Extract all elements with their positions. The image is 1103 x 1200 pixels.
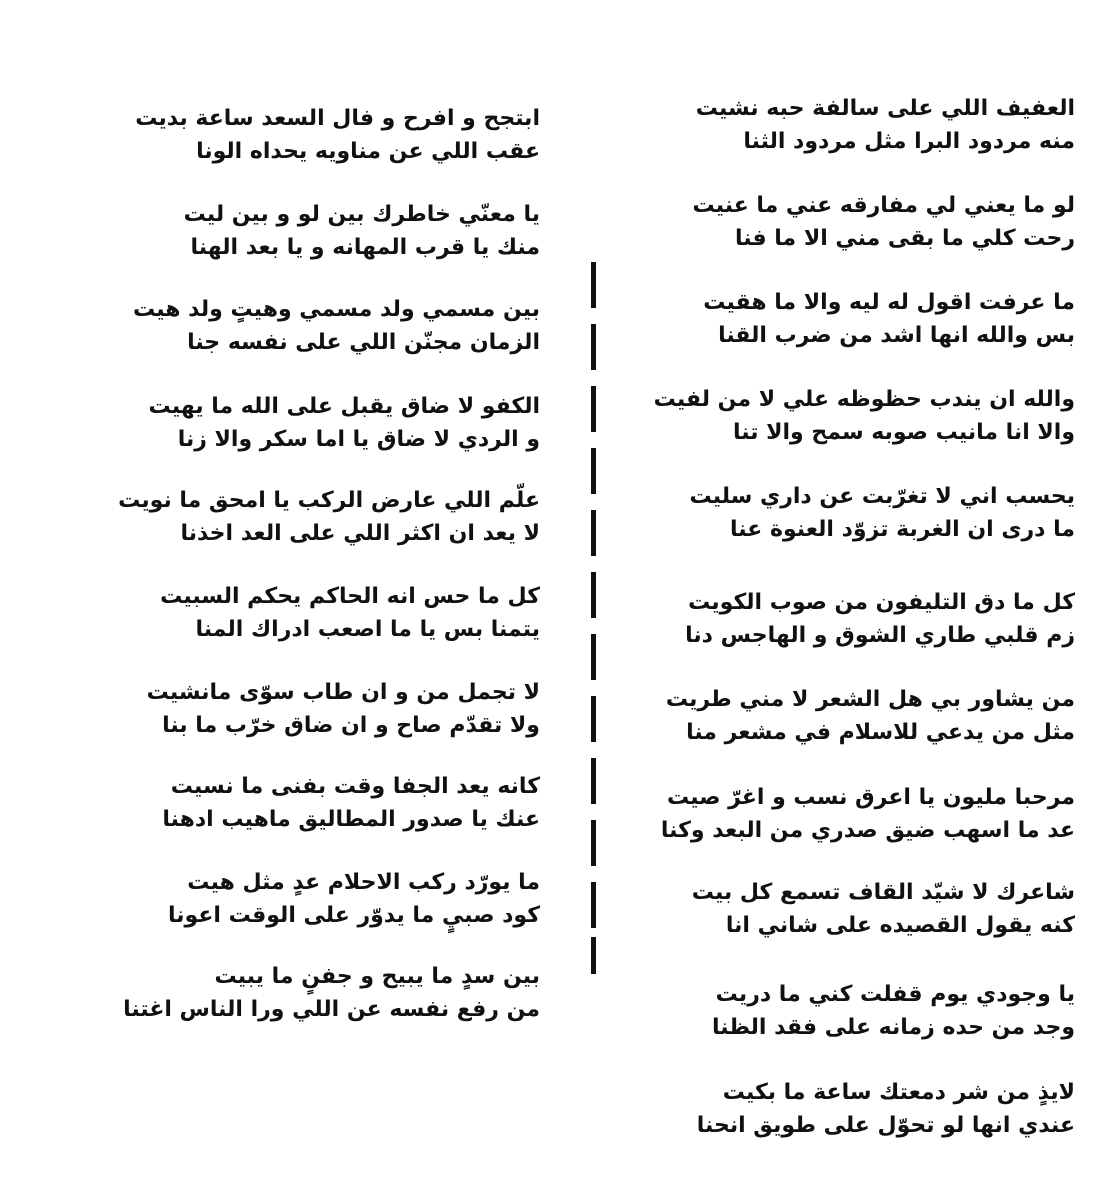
verse-line: علّم اللي عارض الركب يا امحق ما نويت [118,488,540,513]
verse-line: العفيف اللي على سالفة حبه نشيت [695,96,1075,121]
verse-line: الكفو لا ضاق يقبل على الله ما يهيت [148,394,540,419]
stanza [703,286,1075,352]
stanza [135,102,540,168]
verse-line: لا تجمل من و ان طاب سوّى مانشيت [146,680,540,705]
divider-segment [591,634,596,680]
stanza [666,683,1075,749]
divider-segment [591,386,596,432]
verse-line: كل ما دق التليفون من صوب الكويت [688,590,1075,615]
divider-segment [591,696,596,742]
verse-line: لو ما يعني لي مفارقه عني ما عنيت [692,193,1075,218]
verse-line: لايذٍ من شر دمعتك ساعة ما بكيت [722,1080,1075,1105]
verse-line: الزمان مجنّن اللي على نفسه جنا [187,330,540,355]
divider-segment [591,262,596,308]
verse-line: كود صبيٍ ما يدوّر على الوقت اعونا [168,903,540,928]
divider-segment [591,820,596,866]
verse-line: والا انا مانيب صوبه سمح والا تنا [732,420,1075,445]
verse-line: بين مسمي ولد مسمي وهيتٍ ولد هيت [132,297,540,322]
verse-line: كنه يقول القصيده على شاني انا [725,913,1075,938]
stanza [696,92,1075,158]
divider-segment [591,324,596,370]
divider-segment [591,758,596,804]
verse-line: والله ان يندب حظوظه علي لا من لفيت [653,387,1075,412]
verse-line: بين سدٍ ما يبيح و جفنٍ ما يبيت [214,964,540,989]
verse-line: مثل من يدعي للاسلام في مشعر منا [686,720,1075,745]
verse-line: عقب اللي عن مناويه يحداه الونا [196,139,540,164]
stanza [685,586,1075,652]
verse-line: يا وجودي يوم قفلت كني ما دريت [715,982,1075,1007]
stanza [184,198,540,264]
verse-line: منه مردود البرا مثل مردود الثنا [743,129,1075,154]
stanza [654,383,1075,449]
verse-line: مرحبا مليون يا اعرق نسب و اغرّ صيت [666,785,1075,810]
stanza [168,866,540,932]
verse-line: شاعرك لا شيّد القاف تسمع كل بيت [691,880,1075,905]
verse-line: يتمنا بس يا ما اصعب ادراك المنا [195,617,540,642]
divider-segment [591,882,596,928]
stanza [149,390,540,456]
stanza [690,480,1075,546]
verse-line: كل ما حس انه الحاكم يحكم السبيت [160,584,540,609]
verse-line: من رفع نفسه عن اللي ورا الناس اغتنا [123,997,540,1022]
verse-line: عد ما اسهب ضيق صدري من البعد وكنا [660,818,1075,843]
stanza [147,676,540,742]
verse-line: ما يورّد ركب الاحلام عدٍ مثل هيت [187,870,540,895]
verse-line: عندي انها لو تحوّل على طويق انحنا [696,1113,1075,1138]
divider-segment [591,510,596,556]
divider-segment [591,937,596,974]
verse-line: عنك يا صدور المطاليق ماهيب ادهنا [162,807,540,832]
stanza [160,580,540,646]
stanza [118,484,540,550]
verse-line: يا معنّي خاطرك بين لو و بين ليت [183,202,540,227]
verse-line: وجد من حده زمانه على فقد الظنا [712,1015,1075,1040]
verse-line: ابتجح و افرح و فال السعد ساعة بديت [135,106,540,131]
column-divider [582,262,606,974]
verse-line: كانه يعد الجفا وقت بفنى ما نسيت [170,774,540,799]
verse-line: ولا تقدّم صاح و ان ضاق خرّب ما بنا [162,713,540,738]
verse-line: يحسب اني لا تغرّبت عن داري سليت [689,484,1075,509]
stanza [162,770,540,836]
stanza [697,1076,1075,1142]
verse-line: من يشاور بي هل الشعر لا مني طريت [665,687,1075,712]
verse-line: ما درى ان الغربة تزوّد العنوة عنا [730,517,1075,542]
divider-segment [591,572,596,618]
stanza [661,781,1075,847]
stanza [692,189,1075,255]
verse-line: ما عرفت اقول له ليه والا ما هقيت [703,290,1075,315]
divider-segment [591,448,596,494]
stanza [692,876,1075,942]
verse-line: و الردي لا ضاق يا اما سكر والا زنا [177,427,540,452]
verse-line: لا يعد ان اكثر اللي على العد اخذنا [180,521,540,546]
stanza [712,978,1075,1044]
stanza [133,293,540,359]
stanza [123,960,540,1026]
verse-line: منك يا قرب المهانه و يا بعد الهنا [190,235,540,260]
verse-line: رحت كلي ما بقى مني الا ما فنا [734,226,1075,251]
verse-line: بس والله انها اشد من ضرب القنا [718,323,1075,348]
verse-line: زم قلبي طاري الشوق و الهاجس دنا [685,623,1075,648]
